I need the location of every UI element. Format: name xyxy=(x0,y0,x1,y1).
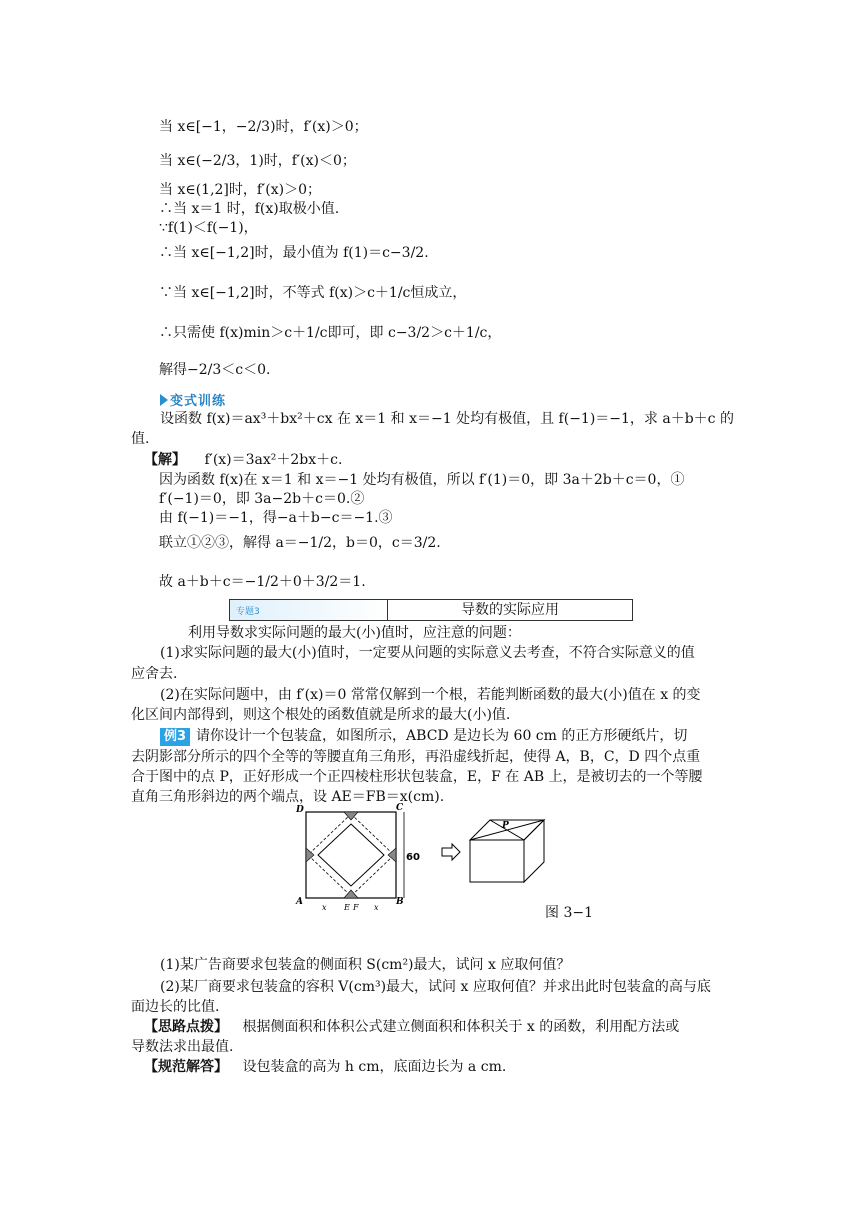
hint-line-2: 导数法求出最值. xyxy=(131,1039,234,1055)
example-text-1: 请你设计一个包装盒，如图所示，ABCD 是边长为 60 cm 的正方形硬纸片，切 xyxy=(196,728,688,744)
hint-label: 【思路点拨】 xyxy=(144,1019,228,1035)
play-icon xyxy=(160,394,168,406)
note-3a: (2)在实际问题中，由 f′(x)＝0 常常仅解到一个根，若能判断函数的最大(小)值在 x 的变 xyxy=(160,687,701,703)
variant-tag-label: 变式训练 xyxy=(170,394,227,409)
cut-triangles xyxy=(306,812,396,898)
label-F: F xyxy=(353,903,359,912)
hint-line-1 xyxy=(144,1018,679,1036)
banner-left-label: 专题3 xyxy=(236,607,260,617)
hint-text-1: 根据侧面积和体积公式建立侧面积和体积关于 x 的函数，利用配方法或 xyxy=(242,1019,680,1035)
variant-solution-2: 因为函数 f(x)在 x＝1 和 x＝−1 处均有极值，所以 f′(1)＝0，即 3a＋2b＋c＝0，① xyxy=(159,472,685,488)
note-3b: 化区间内部得到，则这个根处的函数值就是所求的最大(小)值. xyxy=(131,707,511,723)
variant-question-2: 值. xyxy=(131,431,150,447)
variant-tag xyxy=(160,392,226,407)
vertex-P: P xyxy=(502,821,509,831)
note-2b: 应舍去. xyxy=(131,666,178,682)
example-question-1: (1)某广告商要求包装盒的侧面积 S(cm²)最大，试问 x 应取何值？ xyxy=(160,957,571,973)
example-para-1 xyxy=(160,727,687,746)
line-a8: ∴只需使 f(x)min＞c＋1/c即可，即 c−3/2＞c＋1/c， xyxy=(159,325,502,341)
label-x-left: x xyxy=(322,903,327,912)
line-a1: 当 x∈[−1，−2/3)时，f′(x)＞0； xyxy=(159,119,368,135)
figure-box-net xyxy=(292,800,562,912)
variant-solution-5: 联立①②③，解得 a＝−1/2，b＝0，c＝3/2. xyxy=(159,535,441,551)
arrow-right-icon xyxy=(442,844,460,860)
line-a2: 当 x∈(−2/3，1)时，f′(x)＜0； xyxy=(159,153,356,169)
answer-label: 【规范解答】 xyxy=(144,1059,228,1075)
banner-left xyxy=(230,600,388,620)
line-a7: ∵当 x∈[−1,2]时，不等式 f(x)＞c＋1/c恒成立， xyxy=(159,285,467,301)
square-abcd xyxy=(306,812,396,898)
note-2a: (1)求实际问题的最大(小)值时，一定要从问题的实际意义去考查，不符合实际意义的值 xyxy=(160,645,695,661)
dimension-label: 60 xyxy=(406,852,420,863)
label-x-right: x xyxy=(374,903,379,912)
line-a9: 解得−2/3＜c＜0. xyxy=(159,362,271,378)
example-para-3: 合于图中的点 P，正好形成一个正四棱柱形状包装盒，E，F 在 AB 上，是被切去的一个等腰 xyxy=(131,769,703,785)
banner-title: 导数的实际应用 xyxy=(461,602,559,618)
vertex-C: C xyxy=(396,803,404,813)
example-tag: 例3 xyxy=(160,728,190,746)
example-para-4: 直角三角形斜边的两个端点，设 AE＝FB＝x(cm). xyxy=(131,789,445,805)
fold-diamond xyxy=(308,814,394,896)
variant-solution-6: 故 a＋b＋c＝−1/2＋0＋3/2＝1. xyxy=(159,574,366,590)
note-1: 利用导数求实际问题的最大(小)值时，应注意的问题： xyxy=(188,625,521,641)
variant-solution-4: 由 f(−1)＝−1，得−a＋b−c＝−1.③ xyxy=(159,510,393,526)
example-para-2: 去阴影部分所示的四个全等的等腰直角三角形，再沿虚线折起，使得 A，B，C，D 四个点重 xyxy=(131,749,701,765)
line-a4: ∴当 x＝1 时，f(x)取极小值. xyxy=(159,201,340,217)
vertex-B: B xyxy=(396,897,404,907)
vertex-D: D xyxy=(296,805,304,815)
solution-text: f′(x)＝3ax²＋2bx＋c. xyxy=(204,452,343,468)
figure-caption: 图 3−1 xyxy=(545,905,593,921)
inner-square xyxy=(318,824,384,886)
example-question-2a: (2)某厂商要求包装盒的容积 V(cm³)最大，试问 x 应取何值？并求出此时包装盒的高与底 xyxy=(160,979,711,995)
label-E: E xyxy=(344,903,350,912)
vertex-A: A xyxy=(296,897,303,907)
line-a3: 当 x∈(1,2]时，f′(x)＞0； xyxy=(159,182,321,198)
line-a6: ∴当 x∈[−1,2]时，最小值为 f(1)＝c−3/2. xyxy=(159,245,429,261)
variant-solution-3: f′(−1)＝0，即 3a−2b＋c＝0.② xyxy=(159,491,365,507)
answer-line xyxy=(144,1058,506,1076)
variant-solution-1 xyxy=(144,451,342,469)
variant-question-1: 设函数 f(x)＝ax³＋bx²＋cx 在 x＝1 和 x＝−1 处均有极值，且 f(−1)＝−1，求 a＋b＋c 的 xyxy=(160,411,734,427)
solution-label: 【解】 xyxy=(144,452,186,468)
example-question-2b: 面边长的比值. xyxy=(131,999,220,1015)
answer-text: 设包装盒的高为 h cm，底面边长为 a cm. xyxy=(242,1059,507,1075)
line-a5: ∵f(1)＜f(−1)， xyxy=(159,220,258,236)
section-banner xyxy=(229,599,633,621)
